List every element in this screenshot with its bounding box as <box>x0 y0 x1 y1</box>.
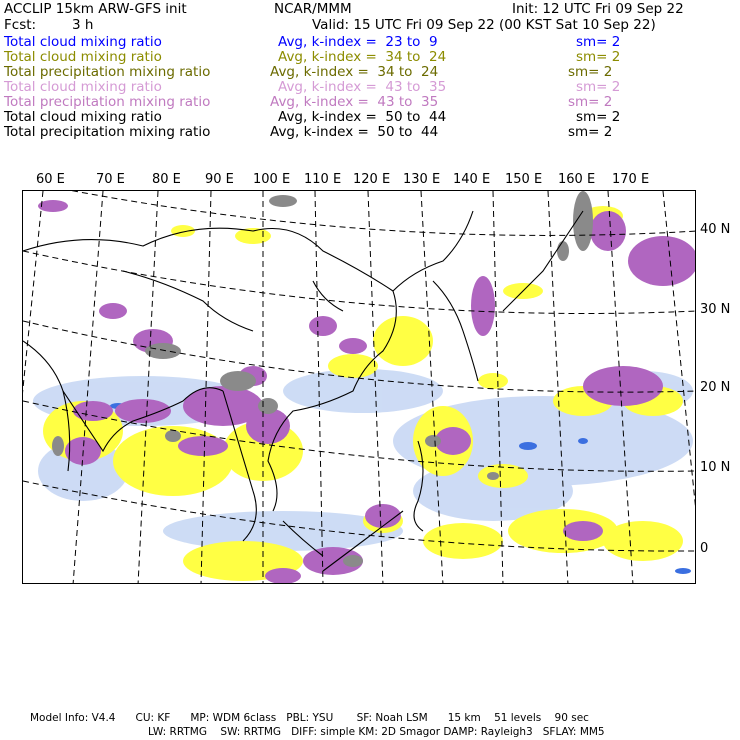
fcst-label: Fcst: <box>4 17 37 33</box>
legend-field: Total cloud mixing ratio <box>4 109 162 125</box>
legend-field: Total precipitation mixing ratio <box>4 64 211 80</box>
lon-label: 140 E <box>453 172 491 187</box>
lat-label: 20 N <box>700 380 731 395</box>
legend-sm: sm= 2 <box>568 124 613 140</box>
lon-label: 70 E <box>96 172 125 187</box>
legend-field: Total precipitation mixing ratio <box>4 124 211 140</box>
lon-label: 150 E <box>505 172 543 187</box>
lon-label: 120 E <box>353 172 391 187</box>
forecast-map <box>22 190 696 584</box>
lon-label: 80 E <box>152 172 181 187</box>
lon-label: 100 E <box>253 172 291 187</box>
model-info-line2: LW: RRTMG SW: RRTMG DIFF: simple KM: 2D Smagor DAMP: Rayleigh3 SFLAY: MM5 <box>148 726 605 738</box>
legend-stat: Avg, k-index = 34 to 24 <box>278 49 447 65</box>
lon-label: 160 E <box>558 172 596 187</box>
lon-label: 110 E <box>304 172 342 187</box>
org-label: NCAR/MMM <box>274 1 352 17</box>
legend-stat: Avg, k-index = 43 to 35 <box>278 79 447 95</box>
legend-sm: sm= 2 <box>576 49 621 65</box>
lon-label: 170 E <box>612 172 650 187</box>
init-time: Init: 12 UTC Fri 09 Sep 22 <box>512 1 684 17</box>
lat-label: 30 N <box>700 302 731 317</box>
legend-field: Total cloud mixing ratio <box>4 49 162 65</box>
legend-stat: Avg, k-index = 23 to 9 <box>278 34 438 50</box>
lon-label: 90 E <box>205 172 234 187</box>
legend-field: Total precipitation mixing ratio <box>4 94 211 110</box>
legend-sm: sm= 2 <box>576 34 621 50</box>
lat-label: 0 <box>700 541 709 556</box>
fcst-value: 3 h <box>72 17 94 33</box>
legend-stat: Avg, k-index = 43 to 35 <box>270 94 439 110</box>
legend-stat: Avg, k-index = 50 to 44 <box>270 124 439 140</box>
model-info-line1: Model Info: V4.4 CU: KF MP: WDM 6class PBL: YSU SF: Noah LSM 15 km 51 levels 90 sec <box>30 712 589 724</box>
legend-sm: sm= 2 <box>568 64 613 80</box>
map-canvas <box>23 191 696 584</box>
model-title: ACCLIP 15km ARW-GFS init <box>4 1 187 17</box>
legend-field: Total cloud mixing ratio <box>4 34 162 50</box>
legend-sm: sm= 2 <box>576 109 621 125</box>
legend-sm: sm= 2 <box>576 79 621 95</box>
lat-label: 10 N <box>700 460 731 475</box>
legend-stat: Avg, k-index = 34 to 24 <box>270 64 439 80</box>
legend-sm: sm= 2 <box>568 94 613 110</box>
legend-stat: Avg, k-index = 50 to 44 <box>278 109 447 125</box>
valid-time: Valid: 15 UTC Fri 09 Sep 22 (00 KST Sat 10 Sep 22) <box>312 17 656 33</box>
lon-label: 60 E <box>36 172 65 187</box>
lon-label: 130 E <box>403 172 441 187</box>
legend-field: Total cloud mixing ratio <box>4 79 162 95</box>
lat-label: 40 N <box>700 222 731 237</box>
